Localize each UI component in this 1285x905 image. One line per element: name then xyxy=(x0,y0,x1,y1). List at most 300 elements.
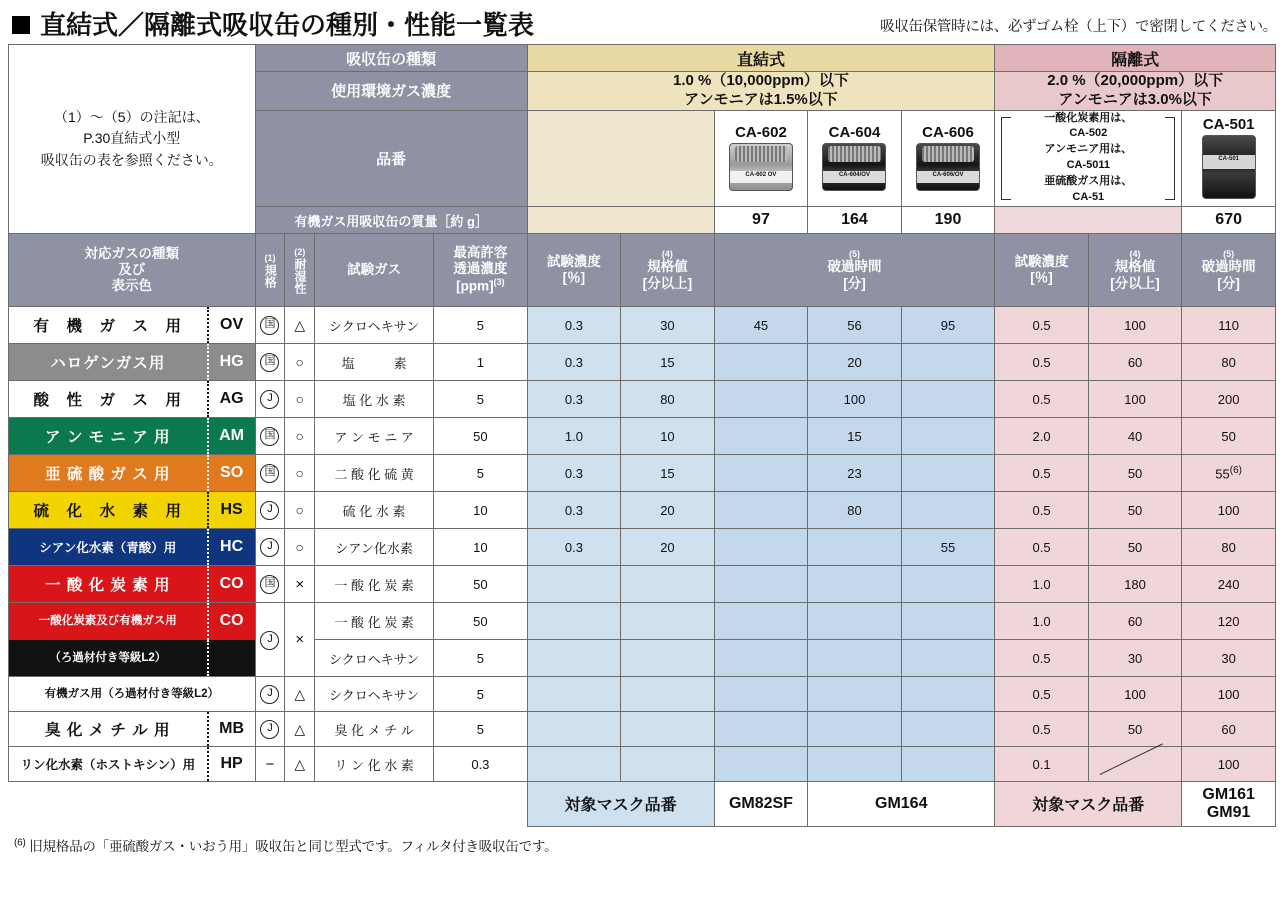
test-gas-cell: 塩 素 xyxy=(315,344,434,381)
footer-mask-501 xyxy=(1182,782,1276,827)
break-602-cell xyxy=(714,344,808,381)
break-604-cell: 20 xyxy=(808,344,902,381)
break-602-cell xyxy=(714,747,808,782)
test-gas-cell: 臭 化 メ チ ル xyxy=(315,712,434,747)
direct-test-conc-cell xyxy=(527,677,621,712)
test-gas-cell: 硫 化 水 素 xyxy=(315,492,434,529)
separate-test-conc-cell: 0.5 xyxy=(995,677,1089,712)
gas-code: CO xyxy=(207,603,255,640)
gas-code: HP xyxy=(207,747,255,781)
bottom-note xyxy=(14,835,1277,855)
humidity-cell: ○ xyxy=(285,455,315,492)
table-row xyxy=(9,603,1276,640)
direct-test-conc-cell xyxy=(527,712,621,747)
gas-name-cell xyxy=(9,747,256,782)
standard-cell: J xyxy=(255,677,285,712)
max-perm-cell: 10 xyxy=(434,529,528,566)
break-602-cell xyxy=(714,418,808,455)
break-602-cell xyxy=(714,381,808,418)
break-604-cell xyxy=(808,566,902,603)
direct-spec-cell xyxy=(621,712,715,747)
break-606-cell xyxy=(901,747,995,782)
model-ca602-label: CA-602 xyxy=(735,124,787,142)
break-606-cell xyxy=(901,418,995,455)
humidity-cell: × xyxy=(285,566,315,603)
model-ca501 xyxy=(1182,114,1275,202)
break-602-cell xyxy=(714,712,808,747)
d-spec-sup: (4) xyxy=(661,248,673,259)
gas-code: HC xyxy=(207,529,255,565)
header-row-kind xyxy=(9,45,1276,72)
break-602-cell xyxy=(714,492,808,529)
separate-break-cell: 60 xyxy=(1182,712,1276,747)
test-gas-cell: シクロヘキサン xyxy=(315,307,434,344)
break-602-cell: 45 xyxy=(714,307,808,344)
col-separate-break xyxy=(1182,234,1276,307)
col-standard xyxy=(255,234,285,307)
col-humidity xyxy=(285,234,315,307)
model-ca604-cell xyxy=(808,110,902,207)
col-max-perm-sup: (3) xyxy=(493,277,505,288)
col-separate-test-conc xyxy=(995,234,1089,307)
max-perm-cell: 10 xyxy=(434,492,528,529)
model-ca606-label: CA-606 xyxy=(922,124,974,142)
gas-name-cell xyxy=(9,455,256,492)
break-606-cell: 55 xyxy=(901,529,995,566)
d-break-l2: [分] xyxy=(843,275,866,291)
standard-cell: 国 xyxy=(255,418,285,455)
footer-mask-501-l2: GM91 xyxy=(1206,803,1251,821)
direct-spec-cell xyxy=(621,640,715,677)
gas-name: ア ン モ ニ ア 用 xyxy=(45,429,171,447)
direct-spec-cell: 15 xyxy=(621,455,715,492)
test-gas-cell: ア ン モ ニ ア xyxy=(315,418,434,455)
separate-spec-cell: 50 xyxy=(1088,712,1182,747)
max-perm-cell: 5 xyxy=(434,677,528,712)
col-separate-spec xyxy=(1088,234,1182,307)
break-602-cell xyxy=(714,603,808,640)
break-606-cell xyxy=(901,455,995,492)
separate-test-conc-cell: 0.5 xyxy=(995,344,1089,381)
s-break-sup: (5) xyxy=(1223,248,1235,259)
break-602-cell xyxy=(714,566,808,603)
separate-test-conc-cell: 0.5 xyxy=(995,640,1089,677)
break-606-cell: 95 xyxy=(901,307,995,344)
max-perm-cell: 5 xyxy=(434,381,528,418)
gas-name-bottom xyxy=(9,640,255,677)
max-perm-cell: 5 xyxy=(434,712,528,747)
standard-cell: 国 xyxy=(255,344,285,381)
table-row xyxy=(9,747,1276,782)
humidity-cell: ○ xyxy=(285,381,315,418)
note-line-1: （1）～（5）の注記は、 xyxy=(54,108,210,125)
max-perm-cell: 50 xyxy=(434,566,528,603)
col-gas-type-l1: 対応ガスの種類 xyxy=(84,245,180,261)
col-humidity-sup: (2) xyxy=(294,246,306,257)
col-max-perm-l1: 最高許容 xyxy=(453,245,508,261)
bracket-line-1: 一酸化炭素用は、 xyxy=(1044,111,1133,124)
direct-spec-cell xyxy=(621,747,715,782)
gas-code: HS xyxy=(207,492,255,528)
direct-conc-line1: 1.0 %（10,000ppm）以下 xyxy=(673,72,849,89)
gas-name-cell xyxy=(9,344,256,381)
gas-name-cell xyxy=(9,566,256,603)
table-row xyxy=(9,529,1276,566)
header-separate-conc xyxy=(995,72,1276,111)
max-perm-cell: 5 xyxy=(434,307,528,344)
separate-test-conc-cell: 0.5 xyxy=(995,492,1089,529)
header-model-blank xyxy=(527,110,714,207)
gas-name-cell xyxy=(9,418,256,455)
break-602-cell xyxy=(714,640,808,677)
standard-cell: J xyxy=(255,381,285,418)
gas-name: 有機ガス用（ろ過材付き等級L2） xyxy=(44,687,219,700)
separate-test-conc-cell: 0.1 xyxy=(995,747,1089,782)
gas-name: 臭 化 メ チ ル 用 xyxy=(45,722,171,740)
humidity-cell: ○ xyxy=(285,418,315,455)
bracket-line-5: 亜硫酸ガス用は、 xyxy=(1044,175,1133,188)
header-mass-label: 有機ガス用吸収缶の質量［約 g］ xyxy=(255,207,527,234)
s-spec-l2: [分以上] xyxy=(1110,275,1160,291)
gas-name-cell xyxy=(9,712,256,747)
header-mass-blank-separate xyxy=(995,207,1182,234)
canister-icon-ca604: CA-604/OV xyxy=(822,143,886,191)
gas-name: 硫 化 水 素 用 xyxy=(33,503,183,521)
model-ca602-cell xyxy=(714,110,808,207)
s-spec-l1: 規格値 xyxy=(1114,259,1156,275)
bottom-note-text: 旧規格品の「亜硫酸ガス・いおう用」吸収缶と同じ型式です。フィルタ付き吸収缶です。 xyxy=(29,838,558,854)
separate-break-cell: 100 xyxy=(1182,492,1276,529)
model-ca604 xyxy=(808,122,901,194)
header-conc-label: 使用環境ガス濃度 xyxy=(255,72,527,111)
separate-spec-cell: 100 xyxy=(1088,307,1182,344)
canister-icon-ca602: CA-602 OV xyxy=(729,143,793,191)
gas-code: CO xyxy=(207,566,255,602)
break-604-cell: 56 xyxy=(808,307,902,344)
separate-bracket-note xyxy=(995,110,1182,207)
direct-test-conc-cell xyxy=(527,640,621,677)
bracket-line-6: CA-51 xyxy=(1072,191,1105,204)
header-direct-label: 直結式 xyxy=(527,45,995,72)
table-row xyxy=(9,344,1276,381)
gas-name-cell xyxy=(9,677,256,712)
break-606-cell xyxy=(901,381,995,418)
table-row xyxy=(9,712,1276,747)
standard-cell: 国 xyxy=(255,566,285,603)
test-gas-cell: シクロヘキサン xyxy=(315,677,434,712)
break-604-cell: 15 xyxy=(808,418,902,455)
separate-test-conc-cell: 1.0 xyxy=(995,603,1089,640)
humidity-cell: ○ xyxy=(285,529,315,566)
direct-spec-cell: 10 xyxy=(621,418,715,455)
gas-code: SO xyxy=(207,455,255,491)
direct-conc-line2: アンモニアは1.5%以下 xyxy=(684,90,838,108)
separate-break-cell: 240 xyxy=(1182,566,1276,603)
canister-icon-ca501: CA-501 xyxy=(1202,135,1256,199)
gas-name: 有 機 ガ ス 用 xyxy=(33,318,183,336)
direct-test-conc-cell xyxy=(527,566,621,603)
break-606-cell xyxy=(901,640,995,677)
break-602-cell xyxy=(714,529,808,566)
break-604-cell xyxy=(808,529,902,566)
canister-icon-ca606: CA-606/OV xyxy=(916,143,980,191)
gas-code: MB xyxy=(207,712,255,746)
d-test-conc-l2: [％] xyxy=(562,270,586,286)
col-standard-sup: (1) xyxy=(264,252,276,263)
test-gas-cell: 塩 化 水 素 xyxy=(315,381,434,418)
direct-test-conc-cell: 0.3 xyxy=(527,455,621,492)
separate-break-cell: 100 xyxy=(1182,677,1276,712)
standard-cell: − xyxy=(255,747,285,782)
footer-separate-label: 対象マスク品番 xyxy=(995,782,1182,827)
max-perm-cell: 0.3 xyxy=(434,747,528,782)
model-ca606 xyxy=(902,122,995,194)
standard-cell: J xyxy=(255,492,285,529)
gas-code: HG xyxy=(207,344,255,380)
humidity-cell: △ xyxy=(285,307,315,344)
separate-test-conc-cell: 0.5 xyxy=(995,529,1089,566)
footer-direct-label: 対象マスク品番 xyxy=(527,782,714,827)
direct-spec-cell xyxy=(621,566,715,603)
separate-spec-cell: 50 xyxy=(1088,455,1182,492)
separate-conc-line1: 2.0 %（20,000ppm）以下 xyxy=(1047,72,1224,89)
col-test-gas: 試験ガス xyxy=(315,234,434,307)
footer-blank xyxy=(9,782,434,827)
max-perm-cell: 50 xyxy=(434,603,528,640)
gas-name-cell xyxy=(9,529,256,566)
table-row xyxy=(9,381,1276,418)
title-row xyxy=(12,12,1277,38)
separate-break-cell: 80 xyxy=(1182,344,1276,381)
gas-name-cell xyxy=(9,307,256,344)
gas-name-sub: （ろ過材付き等級L2） xyxy=(49,651,167,664)
table-row xyxy=(9,418,1276,455)
direct-test-conc-cell xyxy=(527,747,621,782)
separate-break-cell: 80 xyxy=(1182,529,1276,566)
gas-name: リン化水素（ホストキシン）用 xyxy=(20,758,196,773)
direct-spec-cell: 20 xyxy=(621,529,715,566)
direct-spec-cell: 20 xyxy=(621,492,715,529)
break-604-cell xyxy=(808,640,902,677)
footer-mask-501-l1: GM161 xyxy=(1202,785,1255,803)
direct-spec-cell: 80 xyxy=(621,381,715,418)
separate-spec-cell: 180 xyxy=(1088,566,1182,603)
separate-break-cell xyxy=(1182,455,1276,492)
mass-ca604: 164 xyxy=(808,207,902,234)
humidity-cell: △ xyxy=(285,712,315,747)
max-perm-cell: 5 xyxy=(434,455,528,492)
break-606-cell xyxy=(901,712,995,747)
direct-test-conc-cell: 0.3 xyxy=(527,492,621,529)
column-header-row xyxy=(9,234,1276,307)
footer-row xyxy=(9,782,1276,827)
break-606-cell xyxy=(901,566,995,603)
model-ca501-label: CA-501 xyxy=(1202,116,1255,134)
break-604-cell xyxy=(808,603,902,640)
separate-break-cell: 120 xyxy=(1182,603,1276,640)
break-606-cell xyxy=(901,492,995,529)
table-row xyxy=(9,455,1276,492)
col-max-perm xyxy=(434,234,528,307)
separate-break-cell: 110 xyxy=(1182,307,1276,344)
s-test-conc-l2: [％] xyxy=(1030,270,1053,286)
break-604-cell xyxy=(808,747,902,782)
break-602-cell xyxy=(714,455,808,492)
gas-name: 酸 性 ガ ス 用 xyxy=(33,392,183,410)
test-gas-cell: 二 酸 化 硫 黄 xyxy=(315,455,434,492)
direct-spec-cell xyxy=(621,603,715,640)
gas-name: 一 酸 化 炭 素 用 xyxy=(45,577,171,595)
test-gas-cell: リ ン 化 水 素 xyxy=(315,747,434,782)
footer-mask-604-606: GM164 xyxy=(808,782,995,827)
mass-ca501: 670 xyxy=(1182,207,1276,234)
separate-break-value: 55 xyxy=(1215,466,1230,482)
direct-test-conc-cell: 0.3 xyxy=(527,381,621,418)
max-perm-cell: 1 xyxy=(434,344,528,381)
note-line-2: P.30直結式小型 xyxy=(83,130,181,147)
gas-name-cell xyxy=(9,381,256,418)
gas-name: 一酸化炭素及び有機ガス用 xyxy=(38,615,177,628)
test-gas-cell: 一 酸 化 炭 素 xyxy=(315,566,434,603)
break-604-cell xyxy=(808,712,902,747)
header-direct-conc xyxy=(527,72,995,111)
test-gas-cell: シアン化水素 xyxy=(315,529,434,566)
standard-cell: J xyxy=(255,712,285,747)
direct-spec-cell: 15 xyxy=(621,344,715,381)
mass-ca602: 97 xyxy=(714,207,808,234)
model-ca602 xyxy=(715,122,808,194)
s-spec-sup: (4) xyxy=(1129,248,1141,259)
footer-mask-602: GM82SF xyxy=(714,782,808,827)
break-604-cell: 23 xyxy=(808,455,902,492)
d-spec-l2: [分以上] xyxy=(642,275,693,291)
separate-spec-cell: 50 xyxy=(1088,492,1182,529)
separate-break-cell: 200 xyxy=(1182,381,1276,418)
humidity-cell: ○ xyxy=(285,492,315,529)
d-break-l1: 破過時間 xyxy=(827,259,882,275)
separate-spec-cell: 100 xyxy=(1088,677,1182,712)
test-gas-cell: シクロヘキサン xyxy=(315,640,434,677)
note-box xyxy=(9,45,256,234)
max-perm-cell: 50 xyxy=(434,418,528,455)
standard-cell: 国 xyxy=(255,455,285,492)
s-break-l1: 破過時間 xyxy=(1201,259,1256,275)
break-604-cell xyxy=(808,677,902,712)
square-bullet-icon xyxy=(12,16,30,34)
page-title: 直結式／隔離式吸収缶の種別・性能一覧表 xyxy=(40,10,535,40)
separate-test-conc-cell: 1.0 xyxy=(995,566,1089,603)
direct-test-conc-cell: 1.0 xyxy=(527,418,621,455)
gas-name: ハロゲンガス用 xyxy=(50,355,166,373)
bracket-line-2: CA-502 xyxy=(1069,127,1108,140)
col-gas-type-l2: 及び xyxy=(118,262,146,278)
header-mass-blank xyxy=(527,207,714,234)
break-604-cell: 80 xyxy=(808,492,902,529)
direct-test-conc-cell xyxy=(527,603,621,640)
d-test-conc-l1: 試験濃度 xyxy=(546,253,601,269)
table-row xyxy=(9,566,1276,603)
d-spec-l1: 規格値 xyxy=(647,259,688,275)
d-break-sup: (5) xyxy=(848,248,860,259)
col-max-perm-l3: [ppm]$^{(3)}$ xyxy=(456,277,505,294)
bottom-note-sup: (6) xyxy=(14,837,26,849)
humidity-cell: △ xyxy=(285,677,315,712)
col-direct-spec xyxy=(621,234,715,307)
table-row xyxy=(9,492,1276,529)
break-602-cell xyxy=(714,677,808,712)
separate-test-conc-cell: 0.5 xyxy=(995,381,1089,418)
header-model-label: 品番 xyxy=(255,110,527,207)
max-perm-cell: 5 xyxy=(434,640,528,677)
spec-table xyxy=(8,44,1276,827)
direct-spec-cell xyxy=(621,677,715,712)
footer-blank-2 xyxy=(434,782,528,827)
header-note: 吸収缶保管時には、必ずゴム栓（上下）で密閉してください。 xyxy=(880,19,1277,35)
col-direct-break xyxy=(714,234,995,307)
s-break-l2: [分] xyxy=(1217,275,1240,291)
gas-name-cell xyxy=(9,603,256,677)
gas-name-cell xyxy=(9,492,256,529)
col-gas-type-l3: 表示色 xyxy=(111,278,153,294)
gas-name: シアン化水素（青酸）用 xyxy=(39,541,177,556)
separate-break-cell: 100 xyxy=(1182,747,1276,782)
test-gas-cell: 一 酸 化 炭 素 xyxy=(315,603,434,640)
break-606-cell xyxy=(901,344,995,381)
gas-code: OV xyxy=(207,307,255,343)
separate-break-footnote-ref: (6) xyxy=(1229,464,1242,476)
standard-cell: 国 xyxy=(255,307,285,344)
header-kind-label: 吸収缶の種類 xyxy=(255,45,527,72)
direct-test-conc-cell: 0.3 xyxy=(527,344,621,381)
gas-name: 亜 硫 酸 ガ ス 用 xyxy=(45,466,171,484)
standard-cell: J xyxy=(255,529,285,566)
model-ca501-cell xyxy=(1182,110,1276,207)
separate-spec-cell: 50 xyxy=(1088,529,1182,566)
humidity-cell: × xyxy=(285,603,315,677)
bracket-line-3: アンモニア用は、 xyxy=(1044,143,1133,156)
break-604-cell: 100 xyxy=(808,381,902,418)
separate-spec-cell xyxy=(1088,747,1182,782)
col-standard-label: 規格 xyxy=(263,263,278,288)
humidity-cell: △ xyxy=(285,747,315,782)
col-max-perm-l2: 透過濃度 xyxy=(453,261,508,277)
direct-test-conc-cell: 0.3 xyxy=(527,307,621,344)
table-row xyxy=(9,677,1276,712)
separate-spec-cell: 30 xyxy=(1088,640,1182,677)
mass-ca606: 190 xyxy=(901,207,995,234)
separate-spec-cell: 40 xyxy=(1088,418,1182,455)
header-separate-label: 隔離式 xyxy=(995,45,1276,72)
col-direct-test-conc xyxy=(527,234,621,307)
separate-test-conc-cell: 0.5 xyxy=(995,712,1089,747)
gas-name-split xyxy=(9,603,255,676)
humidity-cell: ○ xyxy=(285,344,315,381)
separate-test-conc-cell: 0.5 xyxy=(995,455,1089,492)
gas-code: AM xyxy=(207,418,255,454)
col-humidity-label: 耐湿性 xyxy=(293,257,307,294)
separate-conc-line2: アンモニアは3.0%以下 xyxy=(1058,90,1212,108)
gas-code-spacer xyxy=(207,640,255,677)
separate-spec-cell: 100 xyxy=(1088,381,1182,418)
break-606-cell xyxy=(901,677,995,712)
model-ca606-cell xyxy=(901,110,995,207)
standard-cell: J xyxy=(255,603,285,677)
separate-break-cell: 50 xyxy=(1182,418,1276,455)
break-606-cell xyxy=(901,603,995,640)
separate-break-cell: 30 xyxy=(1182,640,1276,677)
direct-spec-cell: 30 xyxy=(621,307,715,344)
separate-test-conc-cell: 0.5 xyxy=(995,307,1089,344)
